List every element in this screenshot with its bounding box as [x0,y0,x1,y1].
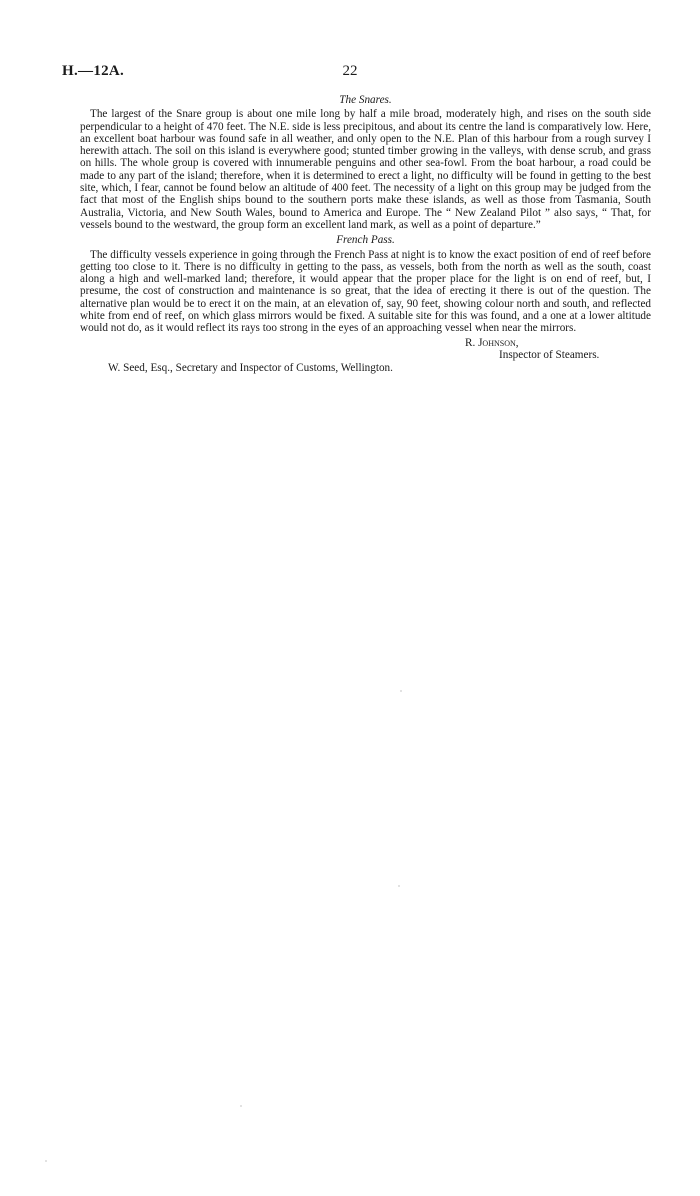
scan-speck [45,1160,47,1162]
section-paragraph-snares: The largest of the Snare group is about one mile long by half a mile broad, moderately high, and rises on the south side perpendicular to a height of 470 feet. The N.E. side is less precipitous, and about its centre the land is comparatively low. Here, an excellent boat harbour was found safe in all weather, and only open to the N.E. Plan of this harbour from a rough survey I herewith attach. The soil on this island is everywhere good; stunted timber growing in the valleys, with dense scrub, and grass on hills. The whole group is covered with innumerable penguins and other sea-fowl. From the boat harbour, a road could be made to any part of the island; therefore, when it is determined to erect a light, no difficulty will be found in getting to the best site, which, I fear, cannot be found below an altitude of 400 feet. The necessity of a light on this group may be judged from the fact that most of the English ships bound to the southern ports make these islands, as well as those from Tasmania, South Australia, Victoria, and New South Wales, bound to America and Europe. The “ New Zealand Pilot ” also says, “ That, for vessels bound to the westward, the group form an excellent land mark, as well as a point of departure.” [80,108,651,231]
document-body [80,94,651,375]
page-number: 22 [342,63,358,79]
signature-title: Inspector of Steamers. [499,348,600,361]
signature-name [465,337,651,349]
section-paragraph-french-pass: The difficulty vessels experience in going through the French Pass at night is to know the exact position of end of reef before getting too close to it. There is no difficulty in getting to the pass, as vessels, both from the north as well as the south, coast along a high and well-marked land; therefore, it would appear that the proper place for the light is on end of reef, but, I presume, the cost of construction and maintenance is so great, that the idea of erecting it there is out of the question. The alternative plan would be to erect it on the main, at an elevation of, say, 90 feet, showing colour north and south, and reflected white from end of reef, on which glass mirrors would be fixed. A suitable site for this was found, and a one at a lower altitude would not do, as it would reflect its rays too strong in the eyes of an approaching vessel when near the mirrors. [80,248,651,335]
signature-initial: R. [465,336,476,349]
addressee-line: W. Seed, Esq., Secretary and Inspector of Customs, Wellington. [108,362,393,375]
document-reference: H.—12A. [62,63,125,79]
signature-block [80,337,651,362]
section-heading-french-pass: French Pass. [336,234,395,247]
scan-speck [240,1105,242,1107]
scan-speck [398,885,400,887]
signature-surname: Johnson, [478,336,519,349]
scan-speck [400,690,402,692]
section-heading-snares: The Snares. [339,94,392,106]
